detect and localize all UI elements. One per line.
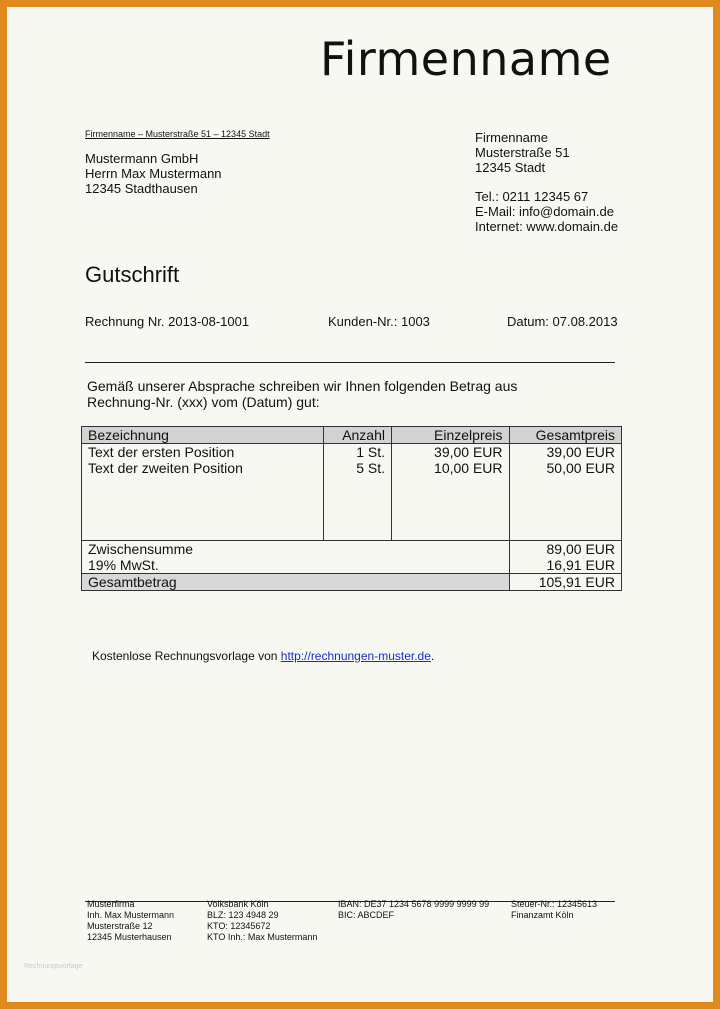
table-empty-space: [82, 476, 622, 541]
note-suffix: .: [430, 649, 435, 663]
table-header-row: [82, 427, 622, 444]
company-info-name: Firmenname: [475, 130, 548, 145]
header-description: Bezeichnung: [82, 427, 324, 444]
company-info-phone: Tel.: 0211 12345 67: [475, 189, 589, 204]
footer-account-holder: KTO Inh.: Max Mustermann: [207, 932, 318, 942]
total-row: [82, 574, 622, 591]
template-link[interactable]: http://rechnungen-muster.de: [280, 649, 431, 663]
total-value: 105,91 EUR: [509, 574, 621, 591]
row-total-price: 50,00 EUR: [509, 460, 621, 476]
row-total-price: 39,00 EUR: [509, 444, 621, 461]
company-info-city: 12345 Stadt: [475, 160, 546, 175]
subtotal-value: 89,00 EUR: [509, 541, 621, 558]
footer-bank: [207, 899, 317, 943]
row-unit-price: 10,00 EUR: [392, 460, 510, 476]
note-prefix: Kostenlose Rechnungsvorlage von: [92, 649, 281, 663]
header-total-price: Gesamtpreis: [509, 427, 621, 444]
company-contact-block: [475, 130, 618, 234]
footer-iban-value: IBAN: DE37 1234 5678 9999 9999 99: [338, 899, 490, 909]
footer-street: Musterstraße 12: [87, 921, 153, 931]
intro-line-2: Rechnung-Nr. (xxx) vom (Datum) gut:: [87, 394, 320, 410]
document-title: Gutschrift: [85, 262, 180, 287]
invoice-number: Rechnung Nr. 2013-08-1001: [85, 314, 250, 329]
footer-city: 12345 Musterhausen: [87, 932, 172, 942]
footer-company: [87, 899, 174, 943]
company-info-email: E-Mail: info@domain.de: [475, 204, 614, 219]
vat-label: 19% MwSt.: [82, 557, 324, 574]
items-table: [81, 426, 622, 591]
recipient-address: [85, 151, 222, 196]
footer-blz: BLZ: 123 4948 29: [207, 910, 279, 920]
footer-iban: [338, 899, 489, 921]
sender-address-line: Firmenname – Musterstraße 51 – 12345 Stadt: [85, 129, 270, 139]
company-name-heading: Firmenname: [320, 32, 612, 86]
recipient-company: Mustermann GmbH: [85, 151, 199, 166]
row-unit-price: 39,00 EUR: [392, 444, 510, 461]
subtotal-label: Zwischensumme: [82, 541, 324, 558]
table-row: [82, 444, 622, 461]
footer-company-name: Musterfirma: [87, 899, 135, 909]
intro-text: [87, 378, 517, 410]
company-info-street: Musterstraße 51: [475, 145, 570, 160]
footer-bic: BIC: ABCDEF: [338, 910, 395, 920]
template-note: [92, 649, 434, 663]
row-quantity: 5 St.: [324, 460, 392, 476]
table-row: [82, 460, 622, 476]
intro-line-1: Gemäß unserer Absprache schreiben wir Ihnen folgenden Betrag aus: [87, 378, 518, 394]
vat-value: 16,91 EUR: [509, 557, 621, 574]
watermark: Rechnungsvorlage: [24, 963, 83, 970]
footer-owner: Inh. Max Mustermann: [87, 910, 175, 920]
row-description: Text der ersten Position: [82, 444, 324, 461]
company-info-web: Internet: www.domain.de: [475, 219, 619, 234]
recipient-person: Herrn Max Mustermann: [85, 166, 222, 181]
footer-account: KTO: 12345672: [207, 921, 271, 931]
vat-row: [82, 557, 622, 574]
subtotal-row: [82, 541, 622, 558]
header-unit-price: Einzelpreis: [392, 427, 510, 444]
header-quantity: Anzahl: [324, 427, 392, 444]
footer-bank-name: Volksbank Köln: [207, 899, 269, 909]
recipient-city: 12345 Stadthausen: [85, 181, 198, 196]
row-quantity: 1 St.: [324, 444, 392, 461]
footer-tax: [511, 899, 597, 921]
invoice-date: Datum: 07.08.2013: [507, 314, 618, 329]
divider: [85, 362, 615, 363]
customer-number: Kunden-Nr.: 1003: [328, 314, 430, 329]
total-label: Gesamtbetrag: [82, 574, 324, 591]
footer-tax-number: Steuer-Nr.: 12345613: [511, 899, 598, 909]
row-description: Text der zweiten Position: [82, 460, 324, 476]
footer-tax-office: Finanzamt Köln: [511, 910, 574, 920]
